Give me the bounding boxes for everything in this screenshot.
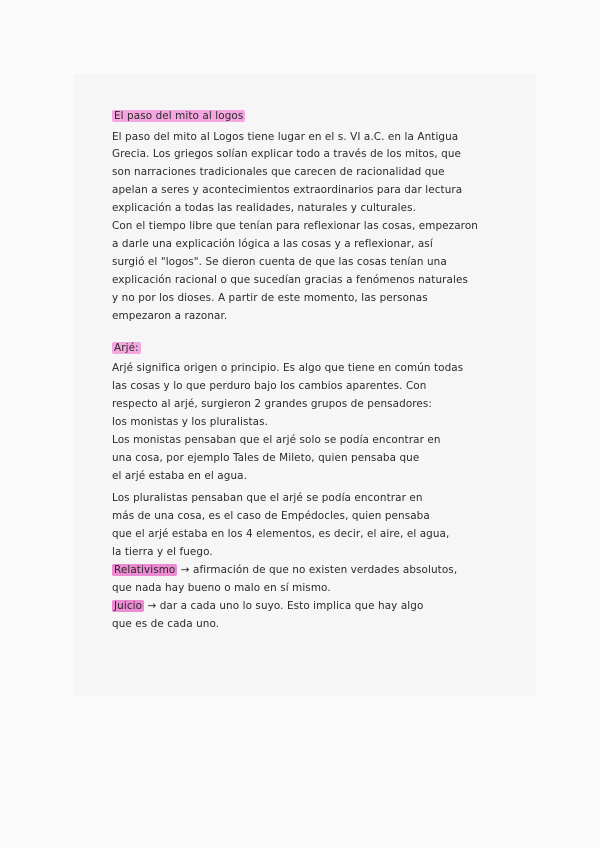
text-line: apelan a seres y acontecimientos extraordinarios para dar lectura [112,184,463,196]
text-line: y no por los dioses. A partir de este momento, las personas [112,292,428,304]
text-line: surgió el "logos". Se dieron cuenta de que las cosas tenían una [112,256,447,268]
heading-mito-logos: El paso del mito al logos [114,110,244,122]
text-line: la tierra y el fuego. [112,546,213,558]
text-line: más de una cosa, es el caso de Empédocles, quien pensaba [112,510,430,522]
text-line: Con el tiempo libre que tenían para reflexionar las cosas, empezaron [112,220,478,232]
juicio-definition: Juicio → dar a cada uno lo suyo. Esto implica que hay algo [114,600,424,612]
text-line: que nada hay bueno o malo en sí mismo. [112,582,331,594]
text-line: El paso del mito al Logos tiene lugar en el s. VI a.C. en la Antigua [112,131,459,143]
text-line: Grecia. Los griegos solían explicar todo a través de los mitos, que [112,148,462,160]
heading-arje: Arjé: [114,342,139,354]
text-line: Los pluralistas pensaban que el arjé se podía encontrar en [112,492,423,504]
text-line: explicación racional o que sucedían gracias a fenómenos naturales [112,274,468,286]
text-line: las cosas y lo que perduro bajo los cambios aparentes. Con [112,380,427,392]
text-line: que es de cada uno. [112,618,220,630]
text-line: respecto al arjé, surgieron 2 grandes grupos de pensadores: [112,398,433,410]
relativismo-term: Relativismo [114,564,176,576]
juicio-term: Juicio [114,600,143,612]
text-line: Los monistas pensaban que el arjé solo se podía encontrar en [112,434,441,446]
relativismo-definition: Relativismo → afirmación de que no existen verdades absolutos, [114,564,458,576]
text-line: explicación a todas las realidades, naturales y culturales. [112,202,417,214]
text-line: el arjé estaba en el agua. [112,470,247,482]
text-line: a darle una explicación lógica a las cosas y a reflexionar, así [112,238,433,250]
text-line: que el arjé estaba en los 4 elementos, es decir, el aire, el agua, [112,528,450,540]
text-line: son narraciones tradicionales que carecen de racionalidad que [112,166,445,178]
text-line: una cosa, por ejemplo Tales de Mileto, quien pensaba que [112,452,420,464]
text-line: empezaron a razonar. [112,310,228,322]
text-line: los monistas y los pluralistas. [112,416,269,428]
text-line: Arjé significa origen o principio. Es algo que tiene en común todas [112,362,464,374]
